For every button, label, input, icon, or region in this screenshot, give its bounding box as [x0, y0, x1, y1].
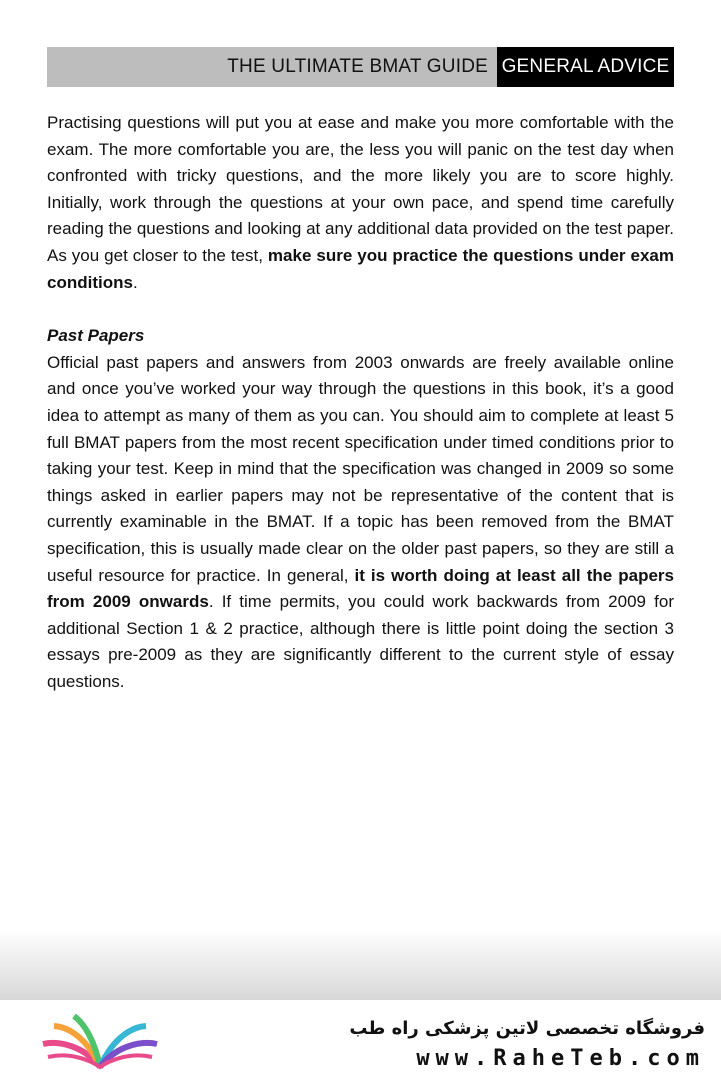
past-papers-paragraph — [47, 350, 674, 696]
open-book-logo-icon — [40, 1012, 160, 1072]
past-papers-text-b: . If time permits, you could work backwards from 2009 for additional Section 1 & 2 practice, although there is little point doing the section 3 essays pre-2009 as they are significantly different to the current style of essay questions. — [47, 592, 674, 691]
past-papers-text-a: Official past papers and answers from 2003 onwards are freely available online and once you’ve worked your way through the questions in this book, it’s a good idea to attempt as many of them as you can. You should aim to complete at least 5 full BMAT papers from the most recent specification under timed conditions prior to taking your test. Keep in mind that the specification was changed in 2009 so some things asked in earlier papers may not be representative of the content that is currently examinable in the BMAT. If a topic has been removed from the BMAT specification, this is usually made clear on the older past papers, so they are still a useful resource for practice. In general, — [47, 352, 674, 585]
page-header — [47, 47, 674, 87]
section-heading: Past Papers — [47, 326, 145, 346]
chapter-title: GENERAL ADVICE — [497, 47, 674, 87]
past-papers-emphasis: it is worth doing at least all the papers from 2009 onwards — [47, 565, 674, 612]
intro-paragraph — [47, 110, 674, 296]
intro-emphasis: make sure you practice the questions under exam conditions — [47, 245, 674, 292]
footer-shadow — [0, 930, 721, 1002]
store-name: فروشگاه تخصصی لاتین پزشکی راه طب — [349, 1018, 705, 1039]
intro-text: Practising questions will put you at ease and make you more comfortable with the exam. The more comfortable you are, the less you will panic on the test day when confronted with tricky questions, and the more likely you are to score highly. Initially, work through the questions at your own pace, and spend time carefully reading the questions and looking at any additional data provided on the test paper. As you get closer to the test, — [47, 113, 674, 265]
store-url[interactable]: www.RaheTeb.com — [416, 1046, 705, 1071]
footer-banner — [0, 1000, 721, 1080]
page-body — [47, 110, 674, 695]
book-title: THE ULTIMATE BMAT GUIDE — [47, 47, 497, 87]
intro-end: . — [132, 272, 138, 292]
